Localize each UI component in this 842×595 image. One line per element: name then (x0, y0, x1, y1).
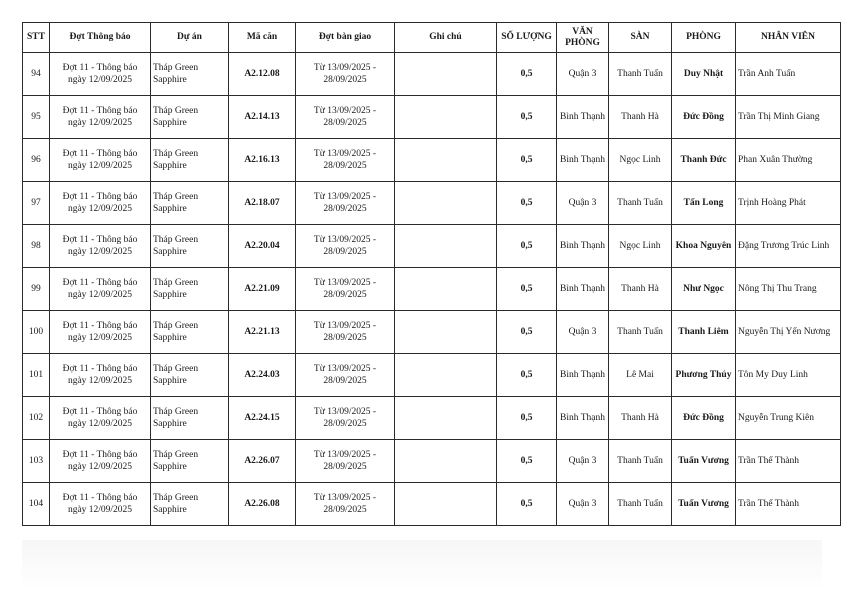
cell-dot-ban-giao (296, 268, 395, 311)
cell-phong: Thanh Liêm (672, 311, 736, 354)
cell-so-luong: 0,5 (497, 354, 557, 397)
cell-ma-can: A2.21.09 (229, 268, 296, 311)
cell-stt: 96 (23, 139, 50, 182)
handover-table (22, 22, 841, 526)
cell-dot-thong-bao-line-1: Đợt 11 - Thông báo (62, 149, 138, 159)
cell-dot-thong-bao-line-1: Đợt 11 - Thông báo (62, 364, 138, 374)
cell-van-phong: Bình Thạnh (557, 397, 609, 440)
cell-du-an-line-1: Tháp Green (153, 106, 199, 116)
cell-du-an-line-2: Sapphire (153, 333, 187, 343)
cell-phong: Tuấn Vương (672, 440, 736, 483)
cell-ghi-chu (395, 96, 497, 139)
table-row (23, 483, 841, 526)
cell-so-luong: 0,5 (497, 311, 557, 354)
table-row (23, 397, 841, 440)
cell-dot-ban-giao-line-1: Từ 13/09/2025 - (313, 364, 377, 374)
cell-du-an-line-1: Tháp Green (153, 364, 199, 374)
table-row (23, 182, 841, 225)
cell-san: Thanh Tuấn (609, 483, 672, 526)
cell-dot-thong-bao (50, 182, 151, 225)
cell-stt: 104 (23, 483, 50, 526)
cell-dot-thong-bao-line-2: ngày 12/09/2025 (67, 376, 133, 386)
cell-dot-thong-bao-line-1: Đợt 11 - Thông báo (62, 407, 138, 417)
cell-dot-thong-bao (50, 268, 151, 311)
cell-so-luong: 0,5 (497, 53, 557, 96)
cell-dot-thong-bao-line-1: Đợt 11 - Thông báo (62, 106, 138, 116)
cell-nhan-vien: Trần Anh Tuấn (736, 53, 841, 96)
cell-dot-ban-giao (296, 483, 395, 526)
cell-san: Ngọc Linh (609, 139, 672, 182)
cell-dot-thong-bao-line-2: ngày 12/09/2025 (67, 419, 133, 429)
cell-dot-ban-giao-line-1: Từ 13/09/2025 - (313, 149, 377, 159)
cell-dot-thong-bao (50, 139, 151, 182)
col-header-dot-thong-bao: Đợt Thông báo (50, 23, 151, 53)
cell-dot-thong-bao (50, 53, 151, 96)
cell-dot-ban-giao (296, 96, 395, 139)
cell-du-an-line-1: Tháp Green (153, 149, 199, 159)
cell-du-an (151, 225, 229, 268)
col-header-san: SÀN (609, 23, 672, 53)
cell-phong: Đức Đồng (672, 96, 736, 139)
cell-dot-thong-bao-line-2: ngày 12/09/2025 (67, 247, 133, 257)
cell-dot-ban-giao-line-1: Từ 13/09/2025 - (313, 63, 377, 73)
cell-du-an-line-1: Tháp Green (153, 450, 199, 460)
cell-dot-thong-bao-line-2: ngày 12/09/2025 (67, 505, 133, 515)
cell-dot-ban-giao-line-1: Từ 13/09/2025 - (313, 493, 377, 503)
cell-ghi-chu (395, 440, 497, 483)
cell-nhan-vien: Nguyễn Thị Yến Nương (736, 311, 841, 354)
cell-dot-thong-bao-line-1: Đợt 11 - Thông báo (62, 321, 138, 331)
table-row (23, 96, 841, 139)
cell-du-an (151, 139, 229, 182)
cell-du-an-line-2: Sapphire (153, 505, 187, 515)
cell-du-an-line-1: Tháp Green (153, 407, 199, 417)
cell-so-luong: 0,5 (497, 225, 557, 268)
cell-dot-thong-bao-line-2: ngày 12/09/2025 (67, 333, 133, 343)
cell-dot-thong-bao-line-1: Đợt 11 - Thông báo (62, 493, 138, 503)
table-body (23, 53, 841, 526)
cell-so-luong: 0,5 (497, 96, 557, 139)
cell-dot-ban-giao-line-2: 28/09/2025 (323, 161, 367, 171)
cell-van-phong: Quận 3 (557, 311, 609, 354)
cell-dot-thong-bao (50, 440, 151, 483)
cell-dot-ban-giao-line-2: 28/09/2025 (323, 118, 367, 128)
cell-nhan-vien: Trần Thế Thành (736, 483, 841, 526)
cell-phong: Đức Đồng (672, 397, 736, 440)
cell-van-phong: Bình Thạnh (557, 139, 609, 182)
cell-van-phong: Bình Thạnh (557, 354, 609, 397)
cell-van-phong: Bình Thạnh (557, 96, 609, 139)
cell-so-luong: 0,5 (497, 397, 557, 440)
col-header-ghi-chu: Ghi chú (395, 23, 497, 53)
cell-van-phong: Quận 3 (557, 440, 609, 483)
cell-dot-thong-bao (50, 354, 151, 397)
cell-phong: Tấn Long (672, 182, 736, 225)
cell-du-an-line-1: Tháp Green (153, 278, 199, 288)
cell-stt: 99 (23, 268, 50, 311)
cell-dot-thong-bao-line-1: Đợt 11 - Thông báo (62, 235, 138, 245)
cell-phong: Khoa Nguyên (672, 225, 736, 268)
cell-ghi-chu (395, 397, 497, 440)
cell-nhan-vien: Trần Thế Thành (736, 440, 841, 483)
cell-phong: Thanh Đức (672, 139, 736, 182)
cell-nhan-vien: Nông Thị Thu Trang (736, 268, 841, 311)
col-header-du-an: Dự án (151, 23, 229, 53)
cell-dot-ban-giao-line-2: 28/09/2025 (323, 419, 367, 429)
cell-du-an (151, 182, 229, 225)
cell-dot-thong-bao-line-2: ngày 12/09/2025 (67, 462, 133, 472)
cell-du-an (151, 440, 229, 483)
cell-du-an-line-1: Tháp Green (153, 321, 199, 331)
table-row (23, 139, 841, 182)
table-header-row (23, 23, 841, 53)
cell-ma-can: A2.16.13 (229, 139, 296, 182)
table-row (23, 311, 841, 354)
cell-dot-ban-giao-line-2: 28/09/2025 (323, 247, 367, 257)
cell-du-an-line-2: Sapphire (153, 462, 187, 472)
cell-du-an (151, 96, 229, 139)
cell-dot-ban-giao-line-1: Từ 13/09/2025 - (313, 192, 377, 202)
cell-phong: Như Ngọc (672, 268, 736, 311)
cell-ghi-chu (395, 354, 497, 397)
cell-so-luong: 0,5 (497, 483, 557, 526)
cell-dot-ban-giao (296, 53, 395, 96)
cell-nhan-vien: Trịnh Hoàng Phát (736, 182, 841, 225)
cell-san: Lê Mai (609, 354, 672, 397)
cell-dot-thong-bao-line-2: ngày 12/09/2025 (67, 204, 133, 214)
cell-dot-thong-bao-line-1: Đợt 11 - Thông báo (62, 63, 138, 73)
cell-du-an-line-2: Sapphire (153, 419, 187, 429)
cell-dot-ban-giao-line-1: Từ 13/09/2025 - (313, 278, 377, 288)
cell-du-an-line-2: Sapphire (153, 161, 187, 171)
table-row (23, 354, 841, 397)
cell-dot-ban-giao (296, 354, 395, 397)
cell-van-phong: Bình Thạnh (557, 225, 609, 268)
cell-dot-ban-giao (296, 440, 395, 483)
cell-du-an-line-2: Sapphire (153, 290, 187, 300)
col-header-ma-can: Mã căn (229, 23, 296, 53)
cell-dot-thong-bao-line-2: ngày 12/09/2025 (67, 290, 133, 300)
cell-stt: 98 (23, 225, 50, 268)
cell-ghi-chu (395, 139, 497, 182)
cell-san: Thanh Tuấn (609, 311, 672, 354)
cell-ma-can: A2.18.07 (229, 182, 296, 225)
cell-du-an (151, 483, 229, 526)
cell-phong: Tuấn Vương (672, 483, 736, 526)
cell-ma-can: A2.26.08 (229, 483, 296, 526)
cell-phong: Duy Nhật (672, 53, 736, 96)
col-header-nhan-vien: NHÂN VIÊN (736, 23, 841, 53)
cell-dot-ban-giao-line-1: Từ 13/09/2025 - (313, 321, 377, 331)
cell-ma-can: A2.20.04 (229, 225, 296, 268)
cell-dot-ban-giao-line-1: Từ 13/09/2025 - (313, 106, 377, 116)
cell-so-luong: 0,5 (497, 268, 557, 311)
cell-nhan-vien: Đặng Trương Trúc Linh (736, 225, 841, 268)
cell-ma-can: A2.24.03 (229, 354, 296, 397)
cell-nhan-vien: Phan Xuân Thường (736, 139, 841, 182)
cell-van-phong: Quận 3 (557, 483, 609, 526)
cell-van-phong: Quận 3 (557, 182, 609, 225)
cell-dot-ban-giao-line-2: 28/09/2025 (323, 333, 367, 343)
cell-nhan-vien: Nguyễn Trung Kiên (736, 397, 841, 440)
cell-du-an (151, 53, 229, 96)
cell-dot-ban-giao-line-1: Từ 13/09/2025 - (313, 235, 377, 245)
cell-ma-can: A2.12.08 (229, 53, 296, 96)
cell-stt: 100 (23, 311, 50, 354)
cell-stt: 101 (23, 354, 50, 397)
cell-san: Ngọc Linh (609, 225, 672, 268)
cell-dot-thong-bao (50, 311, 151, 354)
cell-dot-ban-giao-line-2: 28/09/2025 (323, 75, 367, 85)
cell-dot-ban-giao (296, 182, 395, 225)
cell-phong: Phương Thúy (672, 354, 736, 397)
cell-stt: 97 (23, 182, 50, 225)
cell-san: Thanh Hà (609, 96, 672, 139)
table-row (23, 53, 841, 96)
table-row (23, 225, 841, 268)
cell-dot-thong-bao (50, 96, 151, 139)
cell-dot-ban-giao (296, 225, 395, 268)
cell-dot-thong-bao-line-1: Đợt 11 - Thông báo (62, 278, 138, 288)
cell-dot-thong-bao-line-1: Đợt 11 - Thông báo (62, 450, 138, 460)
col-header-dot-ban-giao: Đợt bàn giao (296, 23, 395, 53)
cell-dot-ban-giao-line-2: 28/09/2025 (323, 204, 367, 214)
cell-du-an (151, 268, 229, 311)
cell-ghi-chu (395, 311, 497, 354)
cell-ghi-chu (395, 53, 497, 96)
cell-ma-can: A2.21.13 (229, 311, 296, 354)
cell-du-an-line-2: Sapphire (153, 376, 187, 386)
cell-so-luong: 0,5 (497, 440, 557, 483)
cell-du-an (151, 354, 229, 397)
cell-dot-thong-bao-line-2: ngày 12/09/2025 (67, 75, 133, 85)
cell-du-an-line-1: Tháp Green (153, 493, 199, 503)
cell-san: Thanh Hà (609, 268, 672, 311)
cell-dot-ban-giao-line-1: Từ 13/09/2025 - (313, 450, 377, 460)
col-header-stt: STT (23, 23, 50, 53)
cell-dot-thong-bao (50, 225, 151, 268)
cell-ma-can: A2.24.15 (229, 397, 296, 440)
cell-so-luong: 0,5 (497, 182, 557, 225)
scan-shadow (22, 540, 822, 590)
cell-ma-can: A2.14.13 (229, 96, 296, 139)
cell-nhan-vien: Trần Thị Minh Giang (736, 96, 841, 139)
cell-san: Thanh Tuấn (609, 440, 672, 483)
cell-dot-ban-giao (296, 311, 395, 354)
table-row (23, 268, 841, 311)
col-header-van-phong: VĂN PHÒNG (557, 23, 609, 53)
cell-nhan-vien: Tôn My Duy Linh (736, 354, 841, 397)
cell-san: Thanh Hà (609, 397, 672, 440)
cell-dot-thong-bao (50, 483, 151, 526)
cell-stt: 95 (23, 96, 50, 139)
cell-du-an-line-1: Tháp Green (153, 63, 199, 73)
cell-dot-ban-giao-line-1: Từ 13/09/2025 - (313, 407, 377, 417)
cell-du-an-line-2: Sapphire (153, 247, 187, 257)
cell-dot-ban-giao (296, 139, 395, 182)
table-row (23, 440, 841, 483)
cell-du-an-line-2: Sapphire (153, 75, 187, 85)
cell-san: Thanh Tuấn (609, 53, 672, 96)
cell-dot-thong-bao-line-2: ngày 12/09/2025 (67, 161, 133, 171)
cell-stt: 103 (23, 440, 50, 483)
cell-dot-thong-bao-line-2: ngày 12/09/2025 (67, 118, 133, 128)
cell-ma-can: A2.26.07 (229, 440, 296, 483)
cell-san: Thanh Tuấn (609, 182, 672, 225)
cell-ghi-chu (395, 483, 497, 526)
col-header-so-luong: SỐ LƯỢNG (497, 23, 557, 53)
cell-dot-ban-giao-line-2: 28/09/2025 (323, 462, 367, 472)
cell-dot-thong-bao-line-1: Đợt 11 - Thông báo (62, 192, 138, 202)
cell-du-an (151, 311, 229, 354)
cell-van-phong: Quận 3 (557, 53, 609, 96)
cell-du-an-line-1: Tháp Green (153, 192, 199, 202)
cell-van-phong: Bình Thạnh (557, 268, 609, 311)
cell-dot-ban-giao-line-2: 28/09/2025 (323, 290, 367, 300)
cell-du-an-line-2: Sapphire (153, 204, 187, 214)
cell-dot-ban-giao-line-2: 28/09/2025 (323, 376, 367, 386)
cell-dot-ban-giao-line-2: 28/09/2025 (323, 505, 367, 515)
cell-du-an-line-2: Sapphire (153, 118, 187, 128)
cell-dot-thong-bao (50, 397, 151, 440)
cell-ghi-chu (395, 182, 497, 225)
cell-du-an (151, 397, 229, 440)
cell-du-an-line-1: Tháp Green (153, 235, 199, 245)
cell-ghi-chu (395, 225, 497, 268)
cell-stt: 102 (23, 397, 50, 440)
cell-ghi-chu (395, 268, 497, 311)
document-page (22, 22, 842, 526)
cell-stt: 94 (23, 53, 50, 96)
col-header-phong: PHÒNG (672, 23, 736, 53)
cell-so-luong: 0,5 (497, 139, 557, 182)
cell-dot-ban-giao (296, 397, 395, 440)
